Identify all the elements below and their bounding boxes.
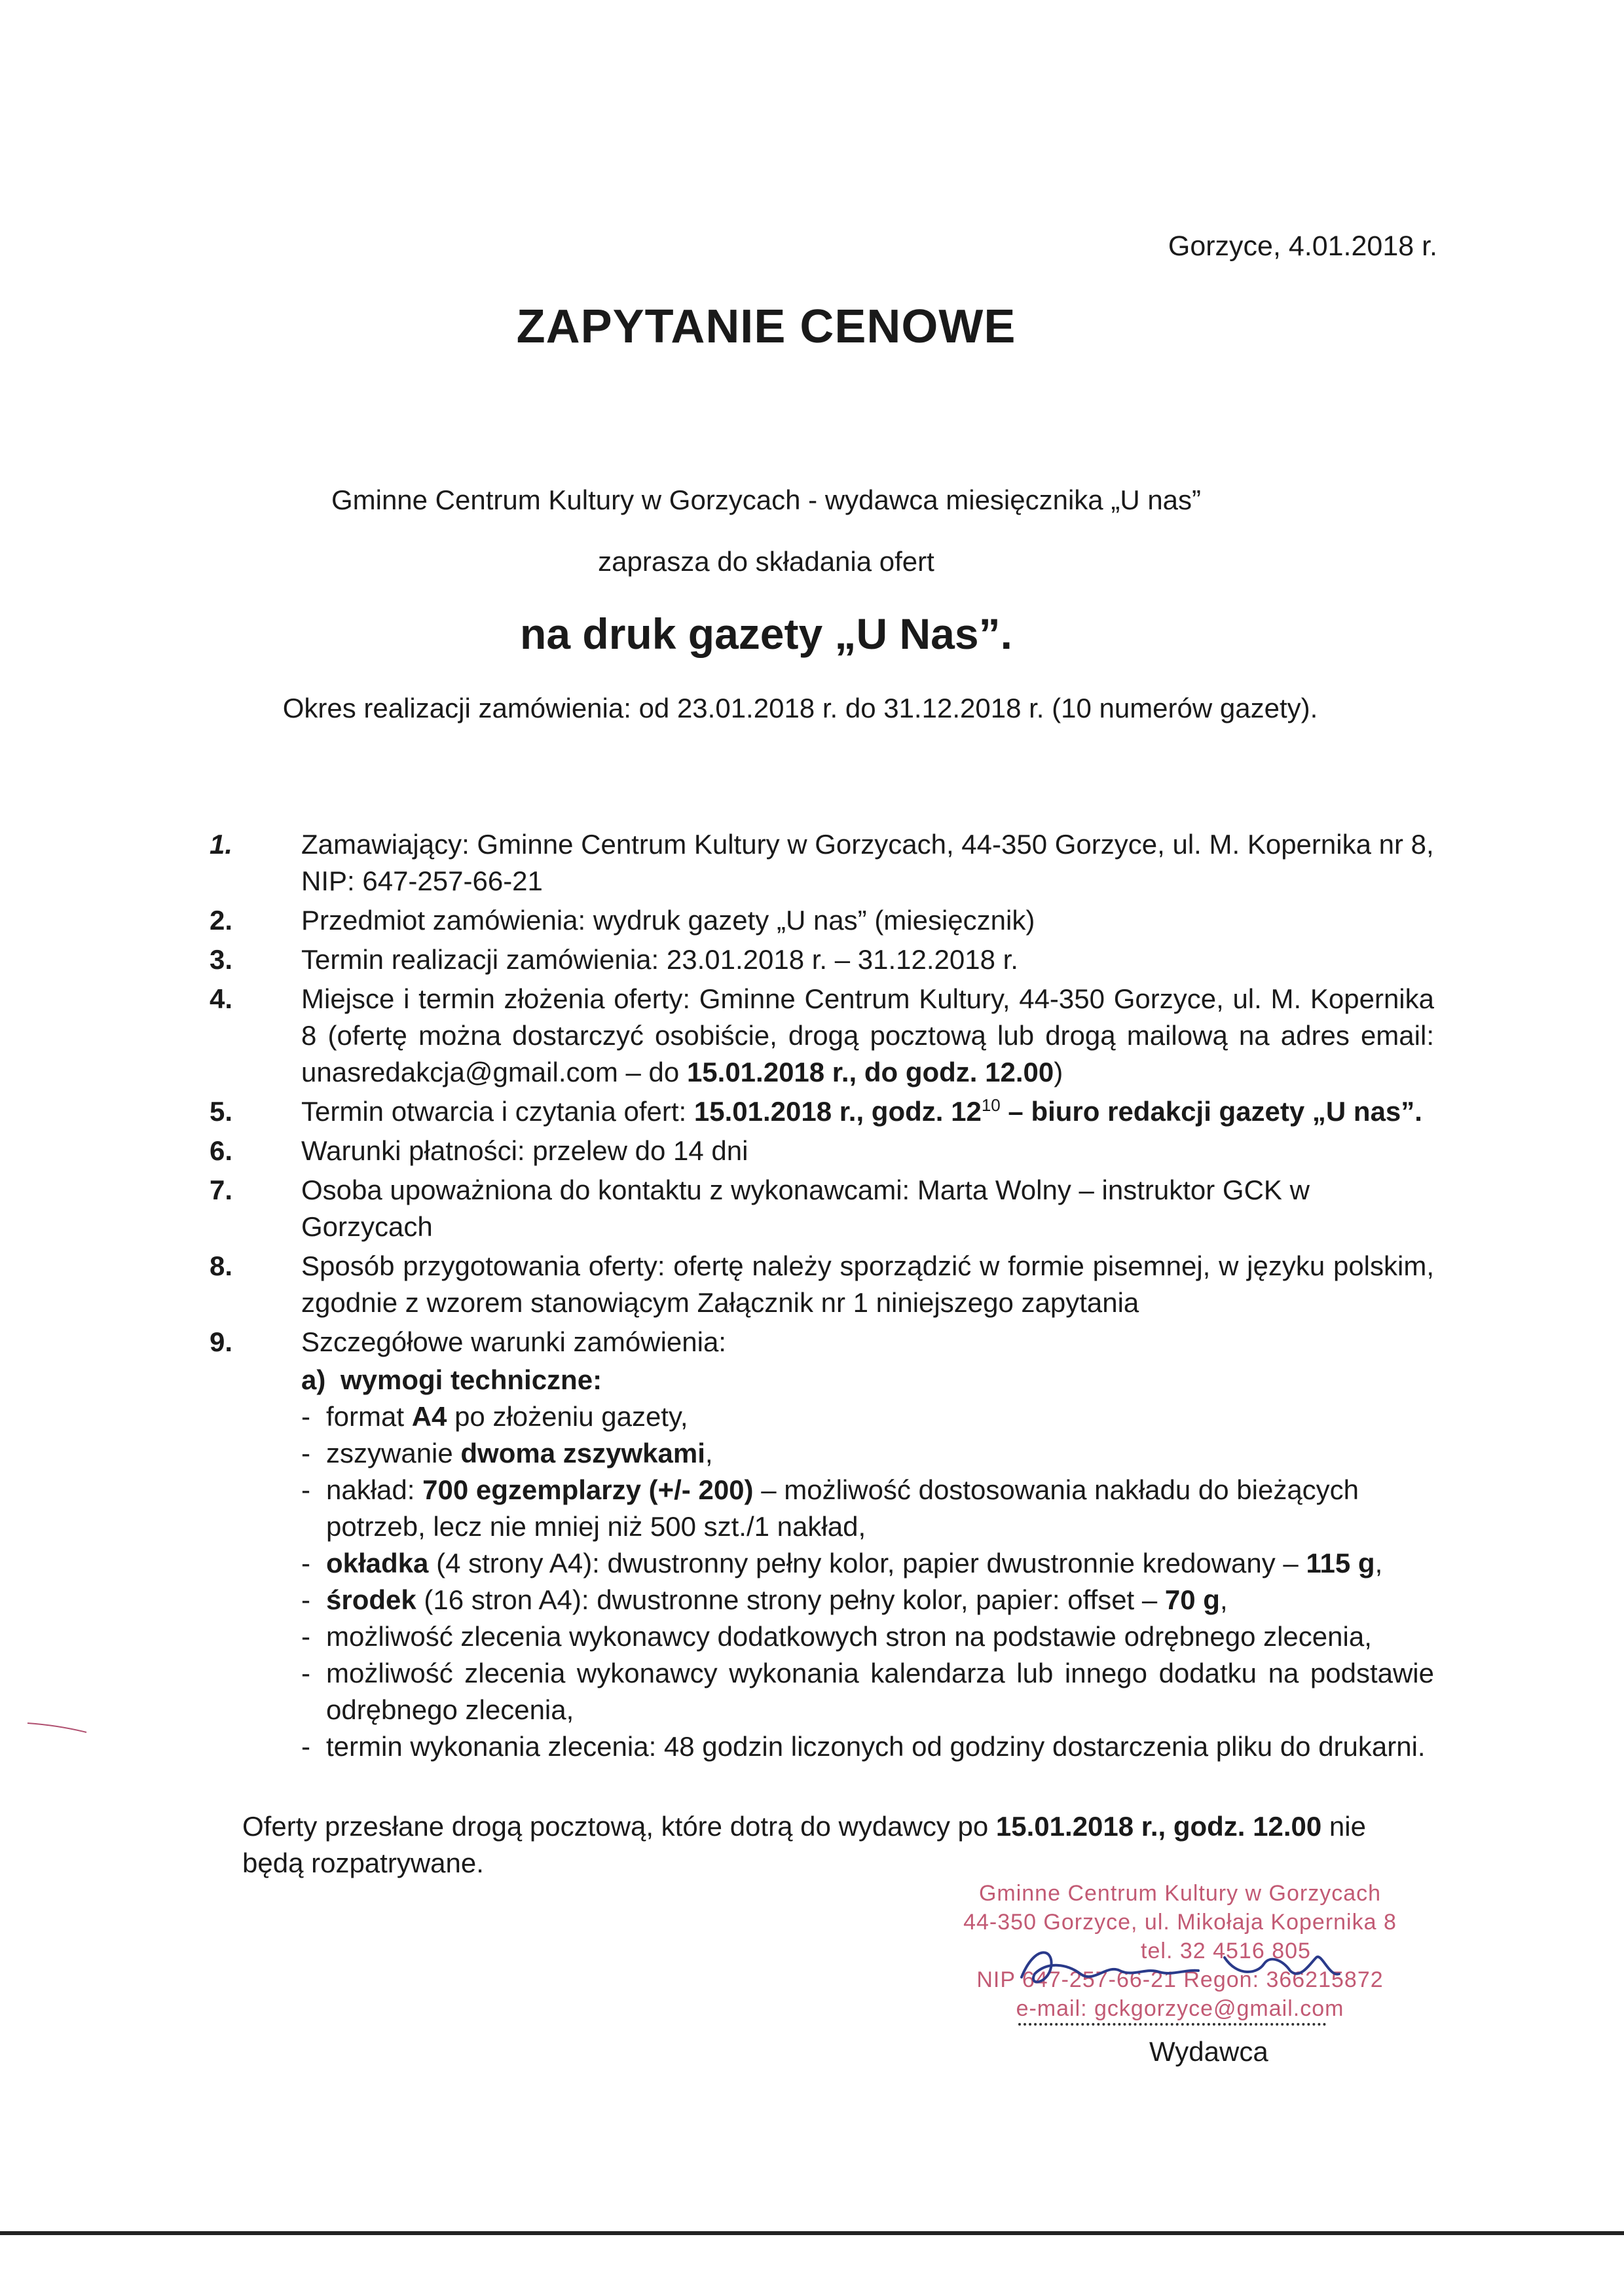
list-item [196, 1093, 1434, 1130]
req-text: , [705, 1438, 713, 1468]
item-number: 9. [210, 1326, 233, 1357]
requirement-row [301, 1655, 1434, 1728]
list-item [196, 1133, 1434, 1169]
opening-date: 15.01.2018 r. [693, 1096, 857, 1127]
requirement-row [301, 1398, 1434, 1435]
item-number: 8. [210, 1250, 233, 1281]
item-number: 6. [210, 1135, 233, 1166]
requirement-row [301, 1618, 1434, 1655]
stamp-line: e-mail: gckgorzyce@gmail.com [1016, 1996, 1344, 2021]
item-text-part: Termin otwarcia i czytania ofert: [301, 1096, 694, 1127]
intro-publisher: Gminne Centrum Kultury w Gorzycach - wydawca miesięcznika „U nas” [331, 484, 1202, 515]
document-title: ZAPYTANIE CENOWE [516, 301, 1016, 353]
req-text: po złożeniu gazety, [447, 1401, 688, 1432]
order-period: Okres realizacji zamówienia: od 23.01.2018 r. do 31.12.2018 r. (10 numerów gazety). [282, 693, 1318, 723]
item-text: Warunki płatności: przelew do 14 dni [301, 1135, 748, 1166]
req-text: zszywanie [326, 1438, 461, 1468]
list-item [196, 826, 1434, 900]
opening-time: godz. 12 [871, 1096, 982, 1127]
dash-bullet: - [301, 1731, 310, 1762]
item-text-part: Miejsce i termin złożenia oferty: Gminne Centrum Kultury, 44-350 Gorzyce, ul. M. Kopernika 8 (ofertę można dostarczyć osobiście, drogą pocztową lub drogą mailową na adres email: unasredakcja@gmail.com – do [301, 983, 1434, 1087]
item-number: 5. [210, 1096, 233, 1127]
req-bold: 115 g [1306, 1548, 1375, 1578]
list-item [196, 981, 1434, 1091]
item-text: Zamawiający: Gminne Centrum Kultury w Gorzycach, 44-350 Gorzyce, ul. M. Kopernika nr 8, [301, 829, 1434, 860]
dash-bullet: - [301, 1621, 310, 1652]
stamp-line: 44-350 Gorzyce, ul. Mikołaja Kopernika 8 [963, 1910, 1397, 1935]
list-item [196, 1248, 1434, 1321]
item-text: Szczegółowe warunki zamówienia: [301, 1326, 726, 1357]
subsection-title: wymogi techniczne: [341, 1364, 602, 1395]
footer-note [242, 1808, 1428, 1882]
signature-line [1018, 2023, 1326, 2026]
item-text [301, 1093, 1434, 1130]
req-text: nakład: [326, 1474, 423, 1505]
req-text: format [326, 1401, 412, 1432]
item-text [301, 981, 1434, 1091]
opening-place: – biuro redakcji gazety „U nas”. [1000, 1096, 1422, 1127]
requirement-row [301, 1435, 1434, 1472]
intro-invitation: zaprasza do składania ofert [598, 546, 934, 577]
req-bold: środek [326, 1584, 416, 1615]
item-text: Termin realizacji zamówienia: 23.01.2018 r. – 31.12.2018 r. [301, 944, 1018, 975]
dash-bullet: - [301, 1474, 310, 1505]
item-number: 3. [210, 944, 233, 975]
item-text-part: , [856, 1096, 872, 1127]
req-text: , [1219, 1584, 1228, 1615]
item-text: Sposób przygotowania oferty: ofertę należy sporządzić w formie pisemnej, w języku polskim, zgodnie z wzorem stanowiącym Załącznik nr 1 niniejszego zapytania [301, 1250, 1434, 1318]
stamp-line: tel. 32 4516 805 [1141, 1939, 1311, 1963]
requirement-row [301, 1545, 1434, 1582]
dash-bullet: - [301, 1658, 310, 1688]
technical-requirements-heading [301, 1362, 1434, 1398]
footer-deadline: 15.01.2018 r., godz. 12.00 [995, 1811, 1322, 1842]
item-number: 7. [210, 1175, 233, 1205]
list-item [196, 1172, 1434, 1245]
requirement-row [301, 1728, 1434, 1765]
req-text: termin wykonania zlecenia: 48 godzin liczonych od godziny dostarczenia pliku do drukarni. [326, 1731, 1426, 1762]
item-number: 2. [210, 905, 233, 936]
footer-text: Oferty przesłane drogą pocztową, które dotrą do wydawcy po [242, 1811, 996, 1842]
req-bold: okładka [326, 1548, 429, 1578]
req-bold: A4 [411, 1401, 447, 1432]
deadline-bold: 15.01.2018 r., do godz. 12.00 [686, 1057, 1054, 1087]
signature-caption: Wydawca [1149, 2036, 1268, 2067]
dash-bullet: - [301, 1548, 310, 1578]
req-text: możliwość zlecenia wykonawcy dodatkowych stron na podstawie odrębnego zlecenia, [326, 1621, 1372, 1652]
req-text: (4 strony A4): dwustronny pełny kolor, papier dwustronnie kredowany – [428, 1548, 1306, 1578]
req-bold: 700 egzemplarzy (+/- 200) [422, 1474, 754, 1505]
list-item [196, 902, 1434, 939]
footer-text: nie będą rozpatrywane. [242, 1811, 1366, 1878]
document-date: Gorzyce, 4.01.2018 r. [1168, 230, 1437, 262]
subsection-letter: a) [301, 1364, 326, 1395]
req-text: możliwość zlecenia wykonawcy wykonania kalendarza lub innego dodatku na podstawie odrębnego zlecenia, [326, 1658, 1434, 1725]
item-text: Przedmiot zamówienia: wydruk gazety „U nas” (miesięcznik) [301, 905, 1035, 936]
req-bold: dwoma zszywkami [460, 1438, 705, 1468]
dash-bullet: - [301, 1401, 310, 1432]
dash-bullet: - [301, 1584, 310, 1615]
handwritten-signature [1008, 1938, 1349, 1997]
requirement-row [301, 1472, 1434, 1545]
req-bold: 70 g [1164, 1584, 1220, 1615]
item-text: NIP: 647-257-66-21 [301, 866, 543, 896]
dash-bullet: - [301, 1438, 310, 1468]
stamp-line: Gminne Centrum Kultury w Gorzycach [978, 1881, 1382, 1906]
requirement-row [301, 1582, 1434, 1618]
item-text: Osoba upoważniona do kontaktu z wykonawcami: Marta Wolny – instruktor GCK w Gorzycach [301, 1175, 1310, 1242]
document-subtitle: na druk gazety „U Nas”. [520, 610, 1012, 658]
margin-pencil-mark [26, 1721, 88, 1734]
item-number: 4. [210, 983, 233, 1014]
opening-minutes: 10 [981, 1095, 1001, 1115]
req-text: – możliwość dostosowania nakładu do bieżących potrzeb, lecz nie mniej niż 500 szt./1 nakład, [326, 1474, 1359, 1542]
item-text-part: ) [1054, 1057, 1063, 1087]
req-text: (16 stron A4): dwustronne strony pełny kolor, papier: offset – [416, 1584, 1165, 1615]
item-number: 1. [210, 829, 233, 860]
conditions-list [196, 826, 1434, 1768]
req-text: , [1375, 1548, 1383, 1578]
list-item [196, 1324, 1434, 1765]
list-item [196, 941, 1434, 978]
bottom-border-line [0, 2231, 1624, 2235]
stamp-line: NIP 647-257-66-21 Regon: 366215872 [976, 1967, 1384, 1992]
